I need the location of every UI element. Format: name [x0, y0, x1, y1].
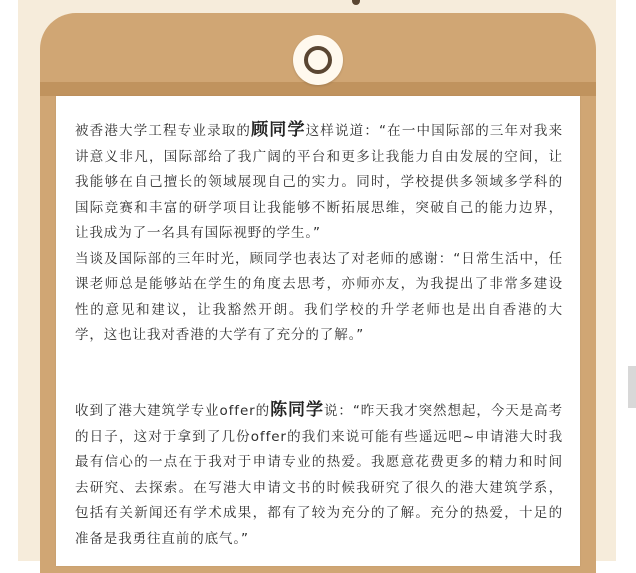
paragraph-gu-intro: 被香港大学工程专业录取的: [75, 123, 252, 139]
paragraph-gu-body: 这样说道：“在一中国际部的三年对我来讲意义非凡，国际部给了我广阔的平台和更多让我能力自由发展的空间，让我能够在自己擅长的领域展现自己的实力。同时，学校提供多领域多学科的国际竞赛和丰富的研学项目让我能够不断拓展思维，突破自己的能力边界，让我成为了一名具有国际视野的学生。”: [75, 123, 563, 241]
clipboard-ring-icon: [293, 35, 343, 85]
paragraph-chen-body: 说：“昨天我才突然想起，今天是高考的日子，这对于拿到了几份offer的我们来说可能有些遥远吧~申请港大时我最有信心的一点在于我对于申请专业的热爱。我愿意花费更多的精力和时间去研究、去探索。在写港大申请文书的时候我研究了很久的港大建筑学系，包括有关新闻还有学术成果，都有了较为充分的了解。充分的热爱，十足的准备是我勇往直前的底气。”: [75, 403, 563, 547]
paragraph-chen-quote: [75, 398, 563, 552]
scrollbar-thumb[interactable]: [628, 366, 636, 408]
student-name-chen: 陈同学: [270, 400, 324, 420]
paragraph-gu-quote: [75, 118, 563, 247]
article-paper: [56, 96, 580, 566]
article-block-chen: [75, 398, 563, 552]
article-block-gu: [75, 118, 563, 349]
paragraph-gu-thanks: 当谈及国际部的三年时光，顾同学也表达了对老师的感谢：“日常生活中，任课老师总是能够站在学生的角度去思考，亦师亦友，为我提出了非常多建设性的意见和建议，让我豁然开朗。我们学校的升学老师也是出自香港的大学，这也让我对香港的大学有了充分的了解。”: [75, 250, 563, 343]
student-name-gu: 顾同学: [251, 120, 306, 140]
paragraph-chen-intro: 收到了港大建筑学专业offer的: [75, 403, 271, 419]
